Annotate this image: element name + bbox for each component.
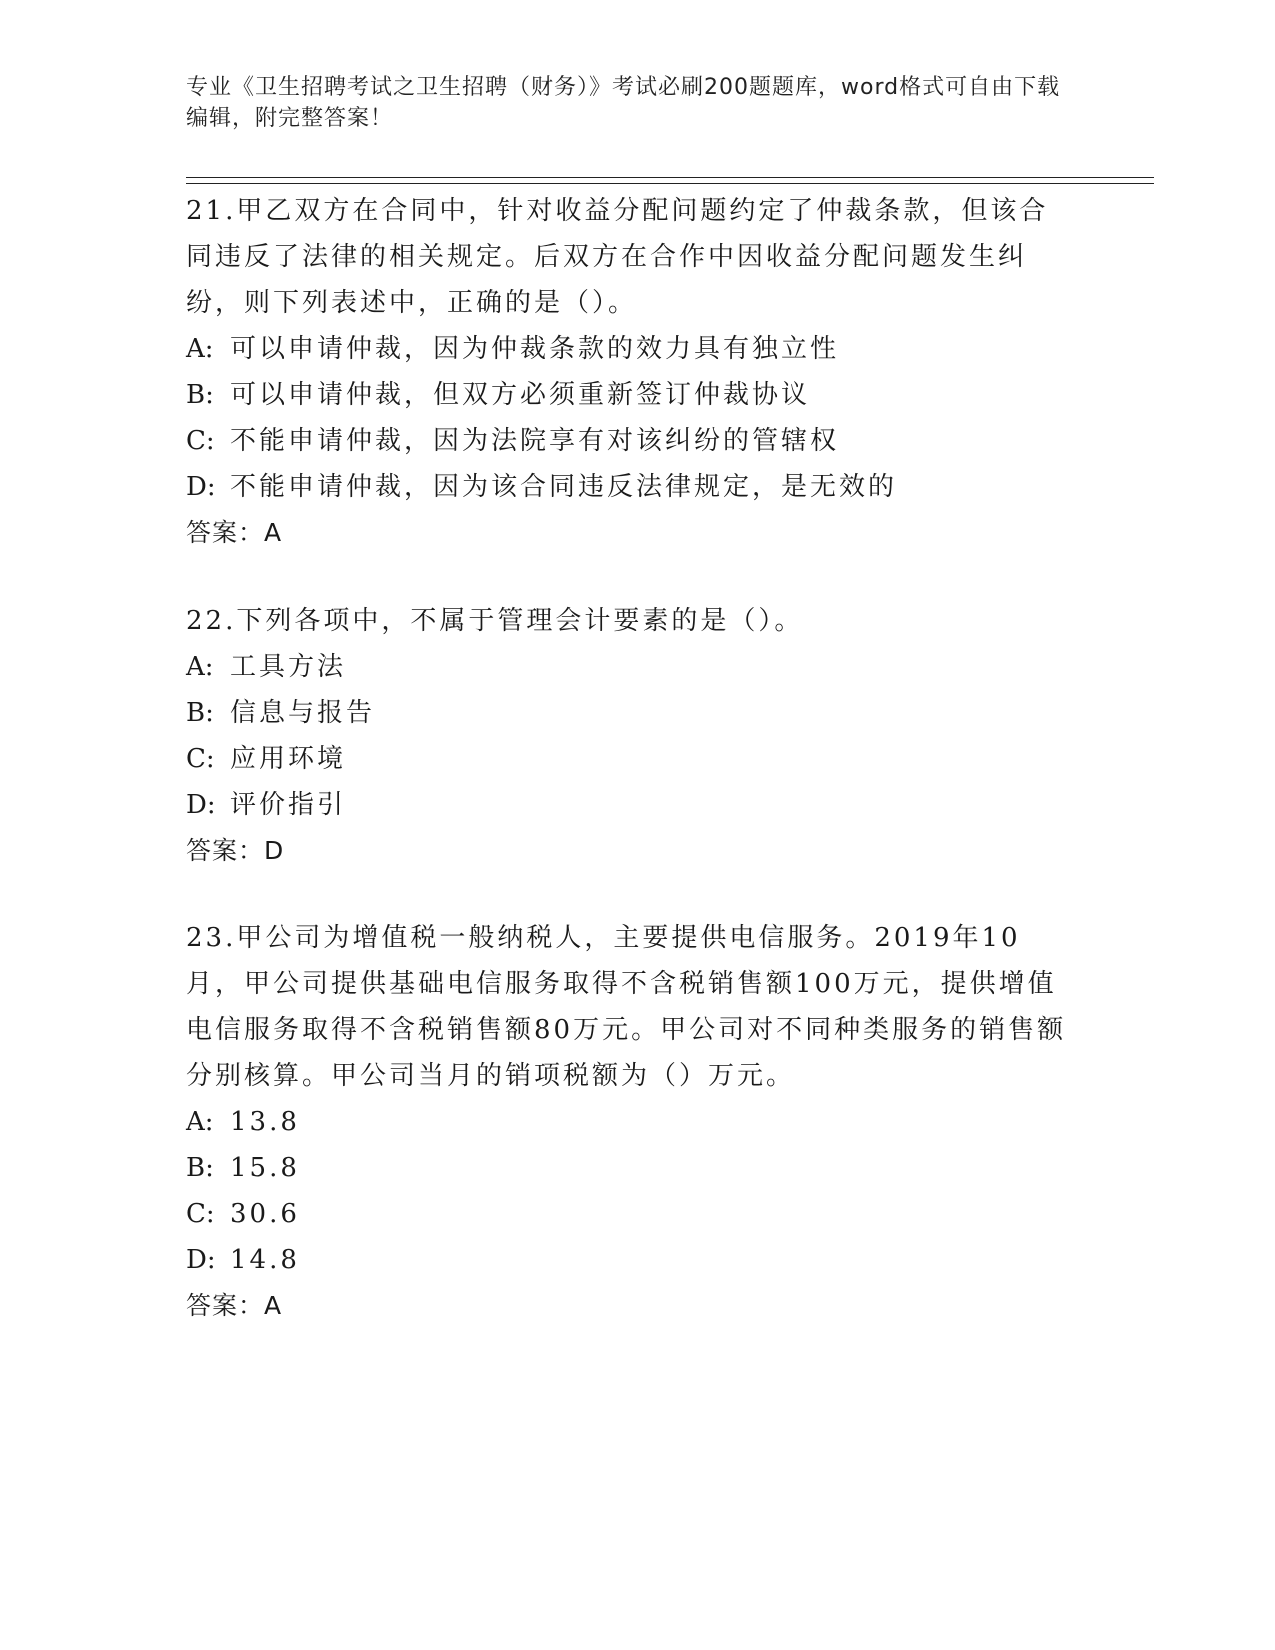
option-text: 不能申请仲裁，因为法院享有对该纠纷的管辖权 <box>230 426 840 456</box>
option-b <box>186 690 1076 736</box>
option-a <box>186 1099 1076 1145</box>
option-text: 14.8 <box>230 1245 300 1275</box>
header-divider-bottom <box>186 183 1154 184</box>
answer-line: 答案：D <box>186 836 285 865</box>
option-text: 15.8 <box>230 1153 300 1183</box>
answer-line: 答案：A <box>186 518 283 547</box>
option-d <box>186 464 1076 510</box>
option-c <box>186 736 1076 782</box>
document-header: 专业《卫生招聘考试之卫生招聘（财务）》考试必刷200题题库，word格式可自由下载编辑，附完整答案！ <box>186 75 1061 131</box>
option-letter: C: <box>186 744 215 774</box>
option-letter: C: <box>186 426 215 456</box>
option-letter: B: <box>186 380 214 410</box>
option-text: 30.6 <box>230 1199 300 1229</box>
answer-line: 答案：A <box>186 1291 283 1320</box>
question-23 <box>186 915 1076 1329</box>
option-letter: D: <box>186 1245 216 1275</box>
option-letter: B: <box>186 698 214 728</box>
question-21 <box>186 188 1076 556</box>
option-text: 评价指引 <box>230 790 347 820</box>
option-b <box>186 372 1076 418</box>
option-letter: C: <box>186 1199 215 1229</box>
option-b <box>186 1145 1076 1191</box>
option-text: 信息与报告 <box>230 698 376 728</box>
option-text: 可以申请仲裁，因为仲裁条款的效力具有独立性 <box>230 334 840 364</box>
option-letter: A: <box>186 1107 214 1137</box>
option-c <box>186 418 1076 464</box>
header-divider-top <box>186 177 1154 178</box>
option-letter: B: <box>186 1153 214 1183</box>
option-text: 可以申请仲裁，但双方必须重新签订仲裁协议 <box>230 380 811 410</box>
option-c <box>186 1191 1076 1237</box>
option-text: 不能申请仲裁，因为该合同违反法律规定，是无效的 <box>230 472 898 502</box>
option-text: 13.8 <box>230 1107 300 1137</box>
option-d <box>186 782 1076 828</box>
question-stem: 21.甲乙双方在合同中，针对收益分配问题约定了仲裁条款，但该合同违反了法律的相关规定。后双方在合作中因收益分配问题发生纠纷，则下列表述中，正确的是（）。 <box>186 196 1049 318</box>
option-a <box>186 644 1076 690</box>
option-a <box>186 326 1076 372</box>
question-stem: 23.甲公司为增值税一般纳税人，主要提供电信服务。2019年10月，甲公司提供基础电信服务取得不含税销售额100万元，提供增值电信服务取得不含税销售额80万元。甲公司对不同种类服务的销售额分别核算。甲公司当月的销项税额为（）万元。 <box>186 923 1067 1091</box>
option-text: 应用环境 <box>230 744 347 774</box>
question-stem: 22.下列各项中，不属于管理会计要素的是（）。 <box>186 606 804 636</box>
option-letter: D: <box>186 790 216 820</box>
option-d <box>186 1237 1076 1283</box>
question-22 <box>186 598 1076 874</box>
option-letter: A: <box>186 652 214 682</box>
option-text: 工具方法 <box>230 652 347 682</box>
option-letter: D: <box>186 472 216 502</box>
option-letter: A: <box>186 334 214 364</box>
